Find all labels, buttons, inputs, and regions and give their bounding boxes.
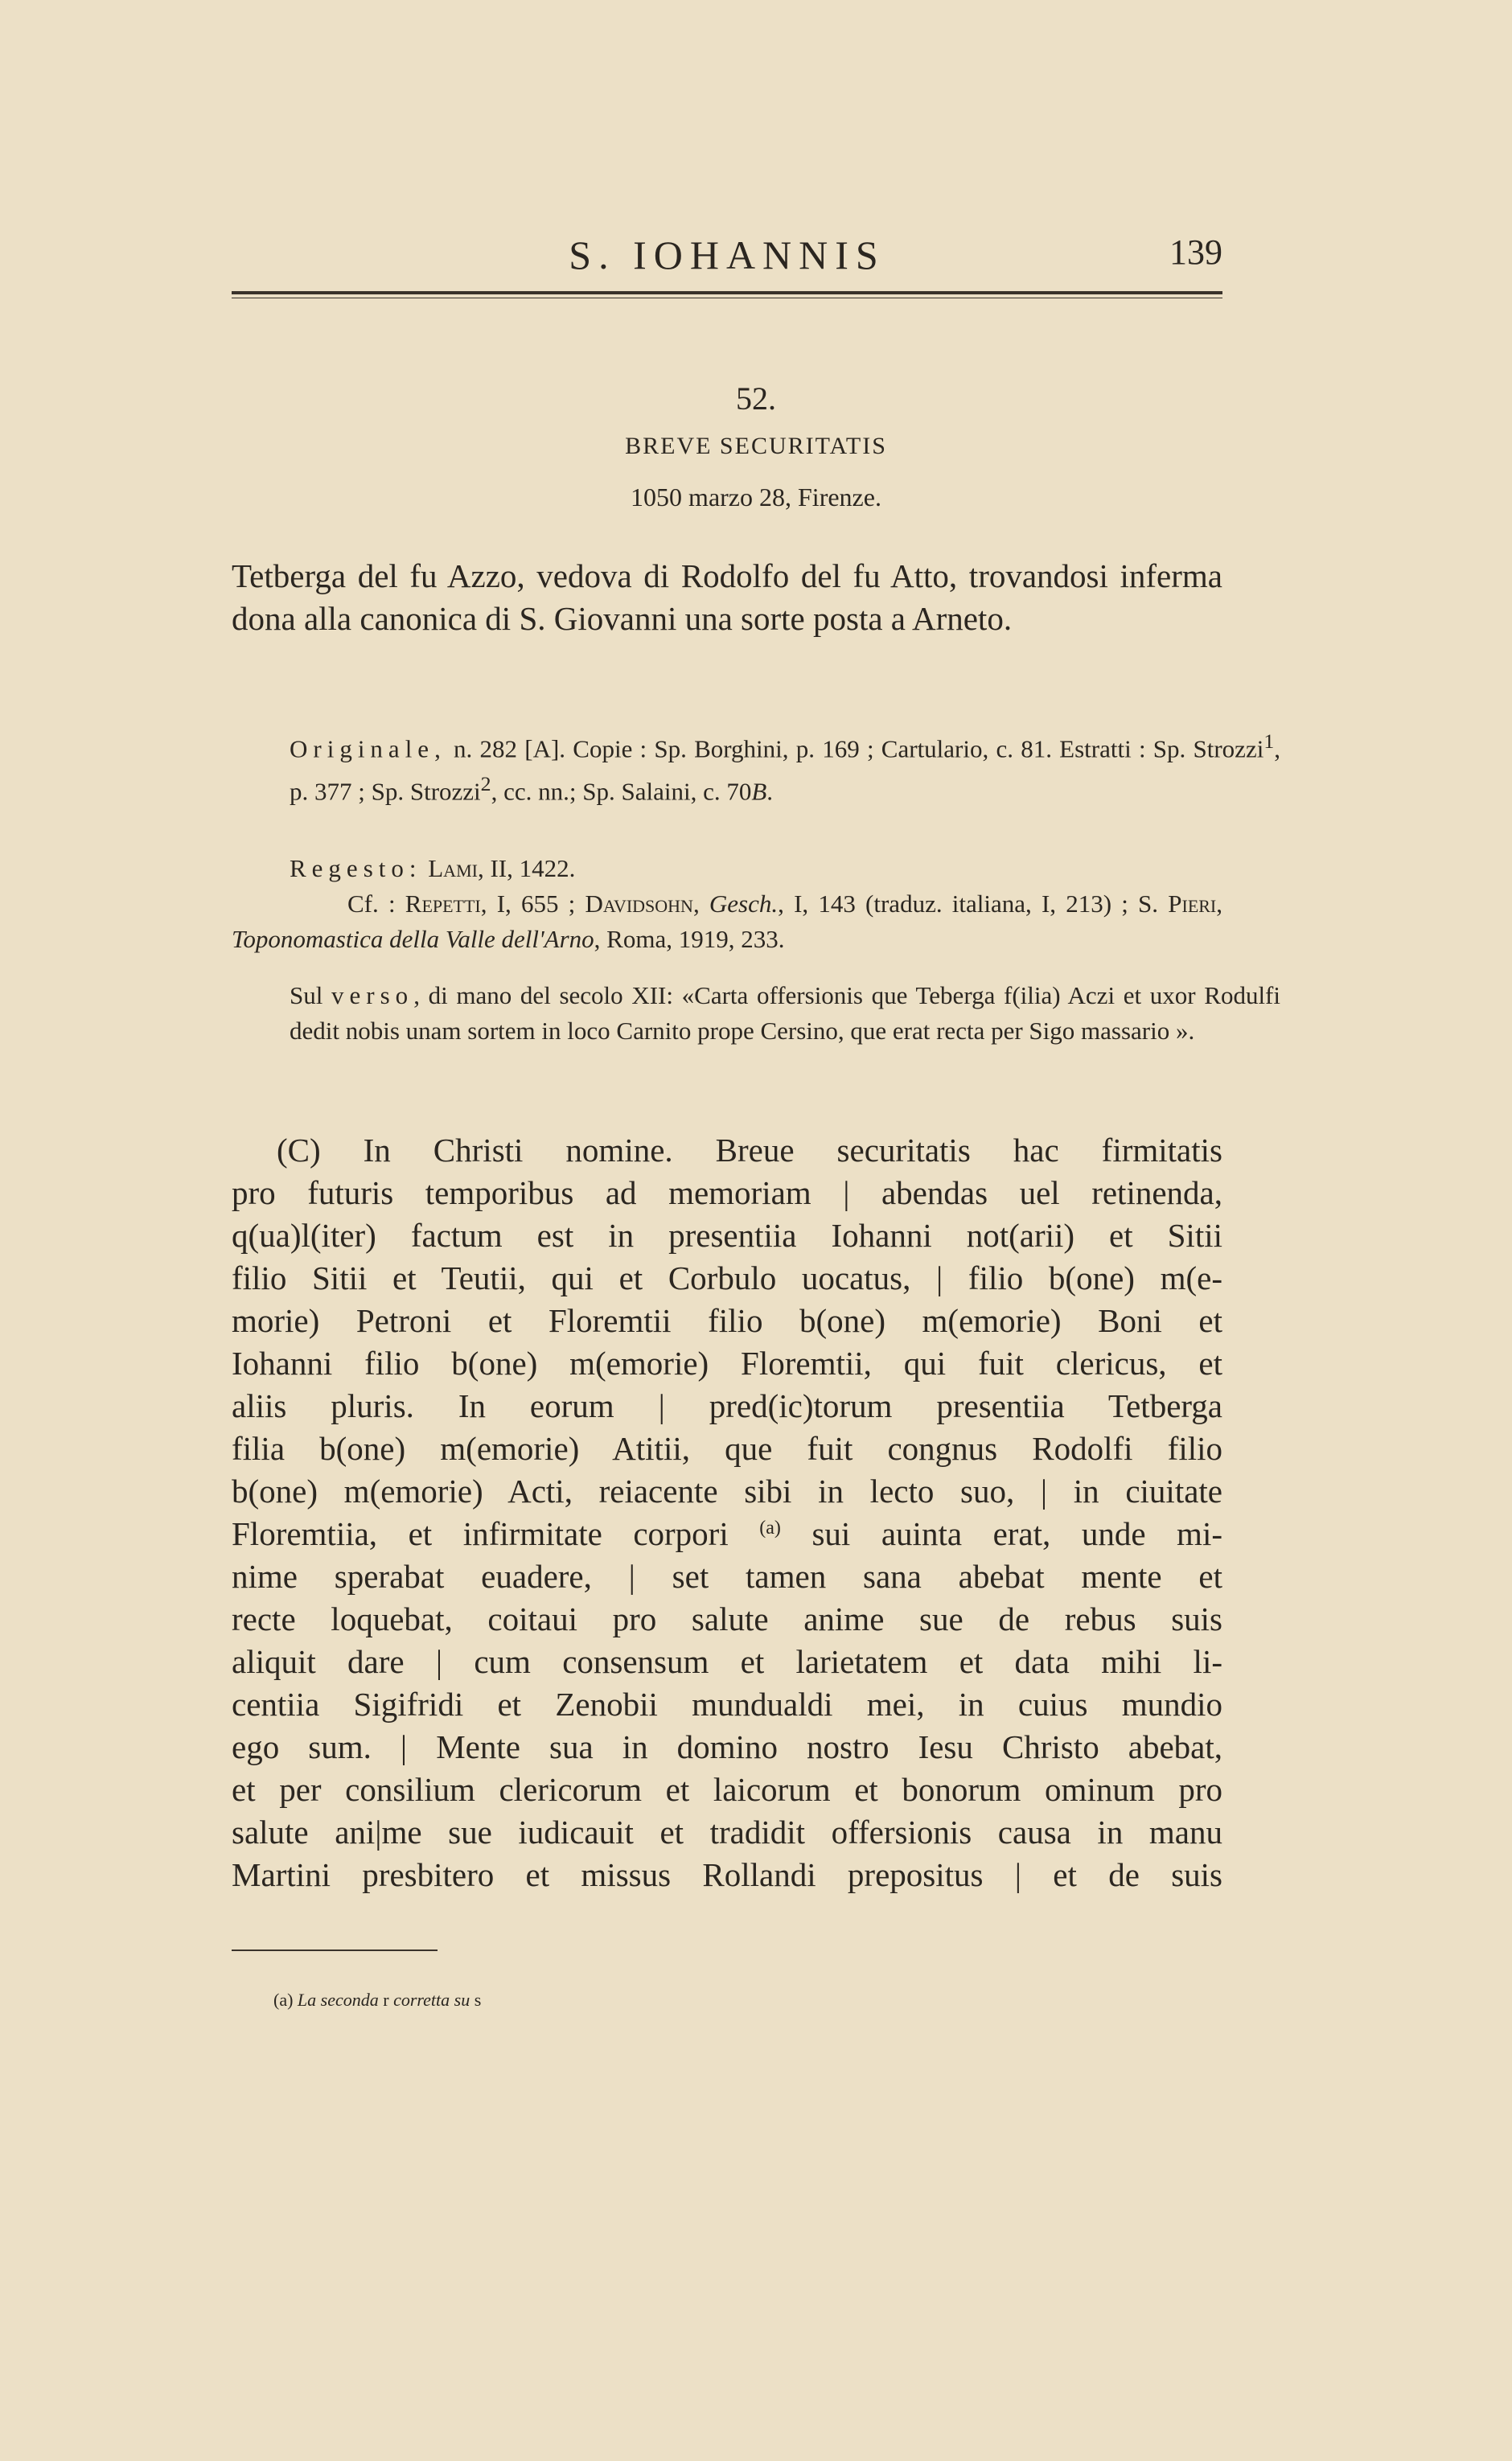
document-kind: BREVE SECURITATIS (625, 433, 887, 459)
charter-line: Iohanni filio b(one) m(emorie) Floremtii, qui fuit clericus, et (232, 1345, 1222, 1382)
originale-text-4: . (766, 777, 774, 806)
verso-intro: Sul (290, 981, 332, 1009)
ref-davidsohn-detail: , I, 143 (traduz. italiana, I, 213) ; S. (778, 889, 1169, 918)
ref-toponomastica: Toponomastica della Valle dell'Arno (232, 925, 594, 953)
regesto-indent (232, 851, 575, 886)
footnote-text-2: corretta su (393, 1990, 470, 2010)
charter-line: (C) In Christi nomine. Breue securitatis hac firmitatis (277, 1132, 1222, 1169)
footnote-letter-1: r (383, 1990, 389, 2010)
originale-italic-b: B (751, 777, 767, 806)
charter-line: pro futuris temporibus ad memoriam | abendas uel retinenda, (232, 1174, 1222, 1211)
ref-sep: , (692, 889, 709, 918)
verso-text: , di mano del secolo XII: «Carta offersionis que Teberga f(ilia) Aczi et uxor Rodulfi dedit nobis unam sortem in loco Carnito prope Cersino, que erat recta per Sigo massario ». (290, 981, 1280, 1045)
document-date: 1050 marzo 28, Firenze. (631, 483, 881, 512)
charter-line: et per consilium clericorum et laicorum et bonorum ominum pro (232, 1771, 1222, 1808)
originale-text-3: , cc. nn.; Sp. Salaini, c. 70 (491, 777, 752, 806)
charter-line: Martini presbitero et missus Rollandi prepositus | et de suis (232, 1856, 1222, 1893)
charter-line: ego sum. | Mente sua in domino nostro Iesu Christo abebat, (232, 1728, 1222, 1765)
regesto-label: Regesto: (290, 854, 422, 882)
footnote (273, 1988, 481, 2012)
charter-line: nime sperabat euadere, | set tamen sana abebat mente et (232, 1558, 1222, 1595)
charter-line: b(one) m(emorie) Acti, reiacente sibi in lecto suo, | in ciuitate (232, 1473, 1222, 1510)
charter-line: filio Sitii et Teutii, qui et Corbulo uocatus, | filio b(one) m(e- (232, 1259, 1222, 1296)
originale-label: Originale, (290, 734, 446, 763)
charter-line: aliquit dare | cum consensum et larietatem et data mihi li- (232, 1643, 1222, 1680)
ref-repetti: Repetti (405, 889, 481, 918)
ref-pieri-detail: , Roma, 1919, 233. (594, 925, 785, 953)
charter-text (232, 1129, 1222, 1896)
originale-text-1: n. 282 [A]. Copie : Sp. Borghini, p. 169 ; Cartulario, c. 81. Estratti : Sp. Strozzi (446, 734, 1264, 763)
ref-repetti-detail: , I, 655 ; (480, 889, 585, 918)
apparatus-regesto (232, 851, 1222, 957)
strozzi-sup-1: 1 (1263, 729, 1275, 753)
charter-line: centiia Sigifridi et Zenobii mundualdi mei, in cuius mundio (232, 1686, 1222, 1723)
footnote-rule (232, 1949, 438, 1951)
document-number: 52. (736, 380, 776, 417)
charter-line-part: Floremtiia, et infirmitate corpori (232, 1515, 729, 1552)
ref-pieri: Pieri (1168, 889, 1217, 918)
ref-gesch: Gesch. (709, 889, 779, 918)
charter-line-with-footnote (232, 1513, 1222, 1555)
charter-line-part: sui auinta erat, unde mi- (811, 1515, 1222, 1552)
running-head-title: S. IOHANNIS (569, 232, 885, 277)
footnote-letter-2: s (474, 1990, 482, 2010)
cf-label: Cf. : (347, 889, 405, 918)
charter-line: recte loquebat, coitaui pro salute anime sue de rebus suis (232, 1600, 1222, 1637)
page-number: 139 (1169, 232, 1222, 272)
ref-lami: Lami (428, 854, 478, 882)
ref-lami-detail: , II, 1422. (477, 854, 576, 882)
charter-line: aliis pluris. In eorum | pred(ic)torum presentiia Tetberga (232, 1387, 1222, 1424)
strozzi-sup-2: 2 (480, 772, 491, 796)
charter-line: q(ua)l(iter) factum est in presentiia Iohanni not(arii) et Sitii (232, 1217, 1222, 1254)
ref-davidsohn: Davidsohn (585, 889, 693, 918)
cf-line: Cf. : Repetti, I, 655 ; Davidsohn, Gesch., I, 143 (traduz. italiana, I, 213) ; S. Pieri, Toponomastica della Valle dell'Arno, Roma, 1919, 233. (232, 889, 1223, 953)
originale-text-2: , p. 377 ; Sp. Strozzi (290, 734, 1280, 806)
charter-line: morie) Petroni et Floremtii filio b(one) m(emorie) Boni et (232, 1302, 1222, 1339)
running-head (232, 232, 1222, 280)
document-summary: Tetberga del fu Azzo, vedova di Rodolfo del fu Atto, trovandosi inferma dona alla canonica di S. Giovanni una sorte posta a Arneto. (232, 557, 1222, 637)
charter-line: salute ani|me sue iudicauit et tradidit offersionis causa in manu (232, 1814, 1222, 1851)
footnote-text-1: La seconda (297, 1990, 379, 2010)
apparatus-verso (232, 978, 1280, 1049)
footnote-marker-label: (a) (273, 1990, 294, 2010)
charter-line: filia b(one) m(emorie) Atitii, que fuit congnus Rodolfi filio (232, 1430, 1222, 1467)
footnote-marker: (a) (759, 1518, 781, 1539)
apparatus-originale (232, 724, 1280, 810)
verso-label: verso (331, 981, 414, 1009)
header-rule-thick (232, 291, 1222, 294)
